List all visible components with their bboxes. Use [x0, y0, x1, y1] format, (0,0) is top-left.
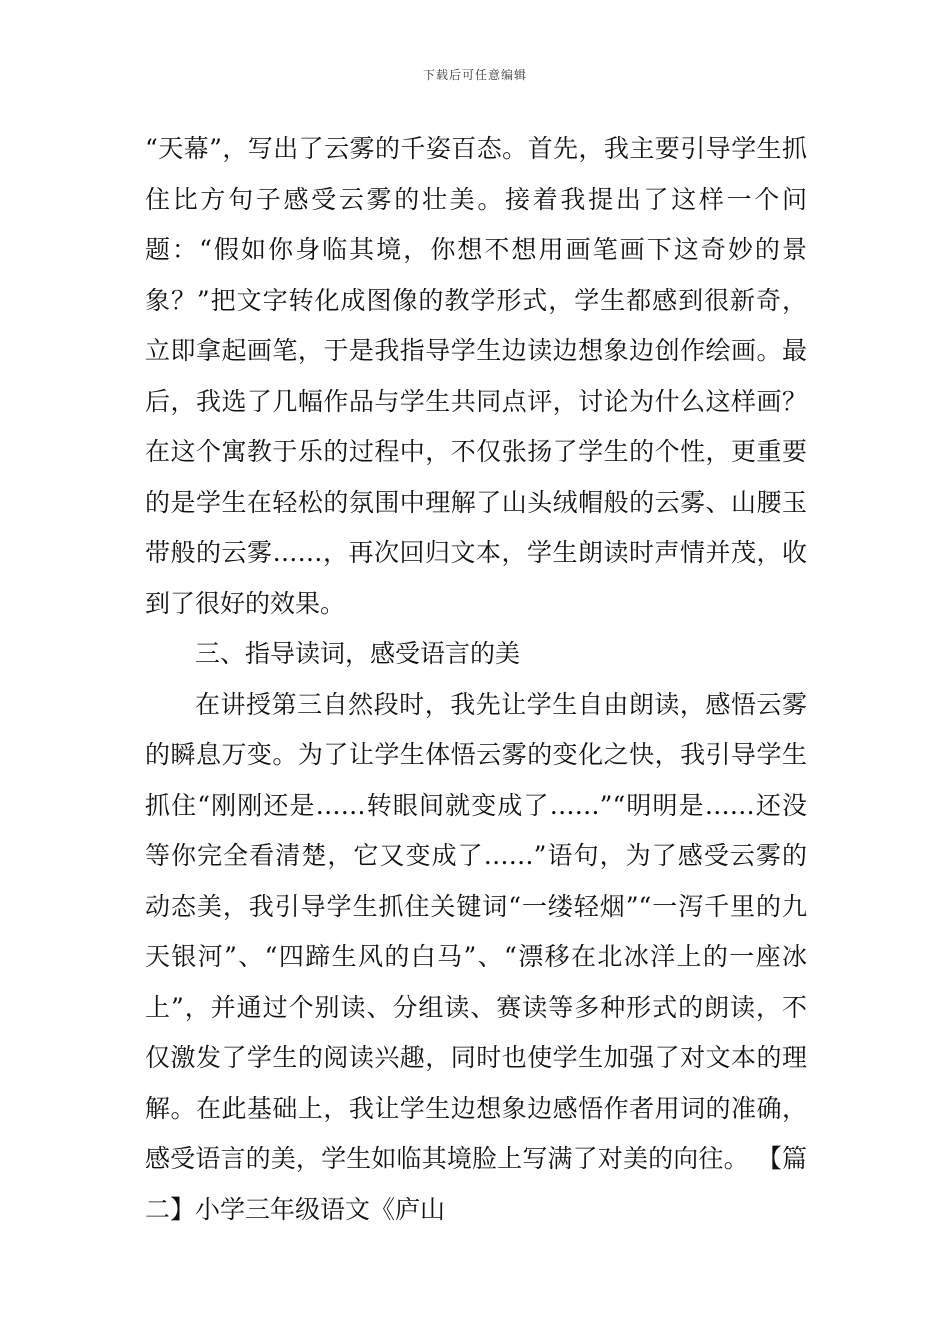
- paragraph-1: “天幕”，写出了云雾的千姿百态。首先，我主要引导学生抓住比方句子感受云雾的壮美。接着我提出了这样一个问题：“假如你身临其境，你想不想用画笔画下这奇妙的景象？”把文字转化成图像的教学形式，学生都感到很新奇，立即拿起画笔，于是我指导学生边读边想象边创作绘画。最后，我选了几幅作品与学生共同点评，讨论为什么这样画？在这个寓教于乐的过程中，不仅张扬了学生的个性，更重要的是学生在轻松的氛围中理解了山头绒帽般的云雾、山腰玉带般的云雾……，再次回归文本，学生朗读时声情并茂，收到了很好的效果。: [145, 134, 807, 618]
- page-header: 下载后可任意编辑: [422, 68, 527, 82]
- paragraph-2: 在讲授第三自然段时，我先让学生自由朗读，感悟云雾的瞬息万变。为了让学生体悟云雾的变化之快，我引导学生抓住“刚刚还是……转眼间就变成了……”“明明是……还没等你完全看清楚，它又变成了……”语句，为了感受云雾的动态美，我引导学生抓住关键词“一缕轻烟”“一泻千里的九天银河”、“四蹄生风的白马”、“漂移在北冰洋上的一座冰上”，并通过个别读、分组读、赛读等多种形式的朗读，不仅激发了学生的阅读兴趣，同时也使学生加强了对文本的理解。在此基础上，我让学生边想象边感悟作者用词的准确，感受语言的美，学生如临其境脸上写满了对美的向往。 【篇二】小学三年级语文《庐山: [145, 689, 807, 1224]
- section-heading: 三、指导读词，感受语言的美: [195, 639, 521, 668]
- document-body: [145, 124, 807, 1235]
